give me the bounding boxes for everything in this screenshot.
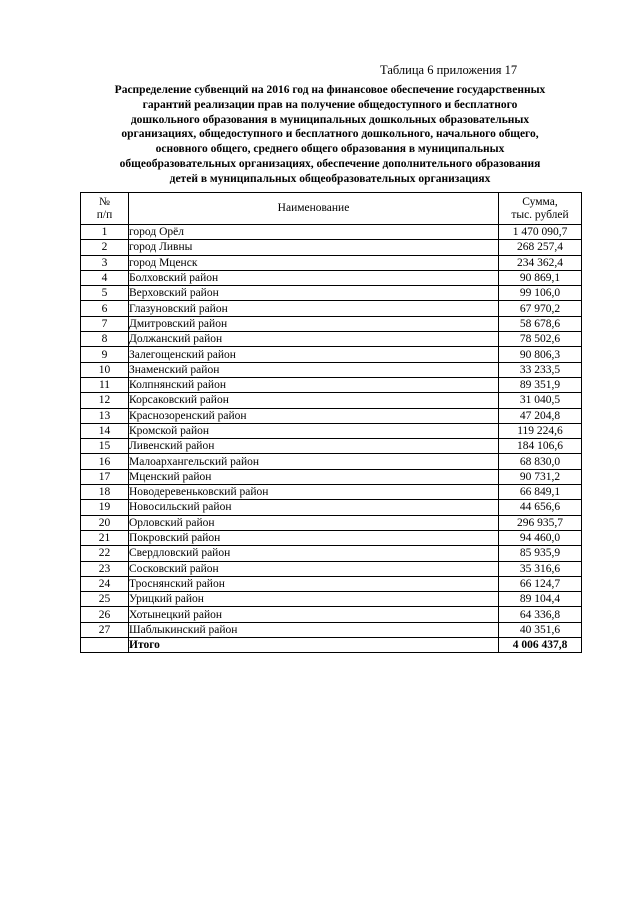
row-name: Орловский район bbox=[129, 515, 499, 530]
row-name: Свердловский район bbox=[129, 546, 499, 561]
row-number: 22 bbox=[81, 546, 129, 561]
table-row bbox=[81, 316, 582, 331]
row-number: 27 bbox=[81, 622, 129, 637]
row-number: 25 bbox=[81, 592, 129, 607]
row-name: Краснозоренский район bbox=[129, 408, 499, 423]
row-name: Кромской район bbox=[129, 423, 499, 438]
row-sum: 90 731,2 bbox=[499, 469, 582, 484]
row-number: 23 bbox=[81, 561, 129, 576]
row-number: 10 bbox=[81, 362, 129, 377]
row-number: 4 bbox=[81, 270, 129, 285]
table-row bbox=[81, 607, 582, 622]
row-sum: 40 351,6 bbox=[499, 622, 582, 637]
row-number: 20 bbox=[81, 515, 129, 530]
row-number: 13 bbox=[81, 408, 129, 423]
row-name: город Мценск bbox=[129, 255, 499, 270]
row-name: Сосковский район bbox=[129, 561, 499, 576]
row-name: Хотынецкий район bbox=[129, 607, 499, 622]
row-name: Дмитровский район bbox=[129, 316, 499, 331]
row-name: Шаблыкинский район bbox=[129, 622, 499, 637]
row-sum: 33 233,5 bbox=[499, 362, 582, 377]
row-number: 9 bbox=[81, 347, 129, 362]
row-number: 12 bbox=[81, 393, 129, 408]
table-row bbox=[81, 255, 582, 270]
table-row bbox=[81, 393, 582, 408]
title-line: детей в муниципальных общеобразовательных организациях bbox=[169, 172, 491, 185]
row-name: Знаменский район bbox=[129, 362, 499, 377]
table-row bbox=[81, 347, 582, 362]
total-label: Итого bbox=[129, 638, 499, 653]
row-sum: 68 830,0 bbox=[499, 454, 582, 469]
table-row bbox=[81, 240, 582, 255]
row-number: 14 bbox=[81, 423, 129, 438]
row-sum: 66 849,1 bbox=[499, 485, 582, 500]
row-name: Мценский район bbox=[129, 469, 499, 484]
table-row bbox=[81, 225, 582, 240]
table-header bbox=[81, 193, 582, 225]
table-row bbox=[81, 469, 582, 484]
row-sum: 89 104,4 bbox=[499, 592, 582, 607]
row-name: город Орёл bbox=[129, 225, 499, 240]
row-name: Малоархангельский район bbox=[129, 454, 499, 469]
total-number-cell bbox=[81, 638, 129, 653]
header-sum bbox=[499, 193, 582, 225]
table-row bbox=[81, 362, 582, 377]
row-sum: 89 351,9 bbox=[499, 377, 582, 392]
row-sum: 1 470 090,7 bbox=[499, 225, 582, 240]
row-number: 2 bbox=[81, 240, 129, 255]
row-number: 8 bbox=[81, 332, 129, 347]
title-line: организациях, общедоступного и бесплатного дошкольного, начального общего, bbox=[121, 128, 539, 141]
table-row bbox=[81, 301, 582, 316]
row-number: 7 bbox=[81, 316, 129, 331]
row-number: 3 bbox=[81, 255, 129, 270]
row-number: 11 bbox=[81, 377, 129, 392]
row-sum: 268 257,4 bbox=[499, 240, 582, 255]
total-row bbox=[81, 638, 582, 653]
row-sum: 85 935,9 bbox=[499, 546, 582, 561]
table-row bbox=[81, 270, 582, 285]
row-sum: 44 656,6 bbox=[499, 500, 582, 515]
header-sum-line1: Сумма, bbox=[522, 195, 558, 208]
table-row bbox=[81, 423, 582, 438]
row-number: 5 bbox=[81, 286, 129, 301]
table-row bbox=[81, 332, 582, 347]
row-number: 1 bbox=[81, 225, 129, 240]
row-name: Глазуновский район bbox=[129, 301, 499, 316]
row-number: 18 bbox=[81, 485, 129, 500]
row-name: Урицкий район bbox=[129, 592, 499, 607]
title-line: общеобразовательных организациях, обеспечение дополнительного образования bbox=[119, 157, 541, 170]
table-row bbox=[81, 515, 582, 530]
table-row bbox=[81, 622, 582, 637]
header-number bbox=[81, 193, 129, 225]
appendix-reference: Таблица 6 приложения 17 bbox=[380, 63, 518, 77]
row-sum: 99 106,0 bbox=[499, 286, 582, 301]
table-row bbox=[81, 546, 582, 561]
row-number: 26 bbox=[81, 607, 129, 622]
header-number-line1: № bbox=[99, 195, 110, 208]
table-row bbox=[81, 576, 582, 591]
row-sum: 47 204,8 bbox=[499, 408, 582, 423]
row-sum: 31 040,5 bbox=[499, 393, 582, 408]
row-name: Колпнянский район bbox=[129, 377, 499, 392]
header-row bbox=[81, 193, 582, 225]
row-sum: 184 106,6 bbox=[499, 439, 582, 454]
table-row bbox=[81, 500, 582, 515]
total-sum: 4 006 437,8 bbox=[499, 638, 582, 653]
row-name: Ливенский район bbox=[129, 439, 499, 454]
table-row bbox=[81, 408, 582, 423]
row-sum: 234 362,4 bbox=[499, 255, 582, 270]
row-name: Корсаковский район bbox=[129, 393, 499, 408]
row-sum: 67 970,2 bbox=[499, 301, 582, 316]
row-sum: 78 502,6 bbox=[499, 332, 582, 347]
row-sum: 90 869,1 bbox=[499, 270, 582, 285]
row-number: 6 bbox=[81, 301, 129, 316]
row-name: Должанский район bbox=[129, 332, 499, 347]
row-sum: 66 124,7 bbox=[499, 576, 582, 591]
row-number: 21 bbox=[81, 530, 129, 545]
table-row bbox=[81, 286, 582, 301]
row-name: Покровский район bbox=[129, 530, 499, 545]
row-number: 17 bbox=[81, 469, 129, 484]
row-sum: 35 316,6 bbox=[499, 561, 582, 576]
row-name: Новосильский район bbox=[129, 500, 499, 515]
row-sum: 296 935,7 bbox=[499, 515, 582, 530]
row-number: 24 bbox=[81, 576, 129, 591]
title-line: Распределение субвенций на 2016 год на финансовое обеспечение государственных bbox=[114, 84, 546, 96]
row-sum: 90 806,3 bbox=[499, 347, 582, 362]
row-number: 15 bbox=[81, 439, 129, 454]
header-name: Наименование bbox=[129, 193, 499, 225]
table-row bbox=[81, 377, 582, 392]
row-name: Болховский район bbox=[129, 270, 499, 285]
row-number: 19 bbox=[81, 500, 129, 515]
row-name: город Ливны bbox=[129, 240, 499, 255]
row-name: Новодеревеньковский район bbox=[129, 485, 499, 500]
header-sum-line2: тыс. рублей bbox=[511, 208, 569, 221]
title-line: дошкольного образования в муниципальных дошкольных образовательных bbox=[130, 113, 530, 126]
row-number: 16 bbox=[81, 454, 129, 469]
table-row bbox=[81, 485, 582, 500]
row-sum: 64 336,8 bbox=[499, 607, 582, 622]
row-name: Верховский район bbox=[129, 286, 499, 301]
table-row bbox=[81, 439, 582, 454]
table-row bbox=[81, 530, 582, 545]
header-number-line2: п/п bbox=[96, 208, 113, 221]
title-line: основного общего, среднего общего образования в муниципальных bbox=[155, 143, 505, 156]
table-row bbox=[81, 592, 582, 607]
title-line: гарантий реализации прав на получение общедоступного и бесплатного bbox=[142, 98, 518, 111]
row-sum: 119 224,6 bbox=[499, 423, 582, 438]
table-body bbox=[81, 225, 582, 653]
table-row bbox=[81, 454, 582, 469]
row-name: Залегощенский район bbox=[129, 347, 499, 362]
document-title bbox=[80, 83, 580, 187]
row-sum: 58 678,6 bbox=[499, 316, 582, 331]
row-name: Троснянский район bbox=[129, 576, 499, 591]
subsidies-table bbox=[80, 192, 582, 653]
table-row bbox=[81, 561, 582, 576]
row-sum: 94 460,0 bbox=[499, 530, 582, 545]
